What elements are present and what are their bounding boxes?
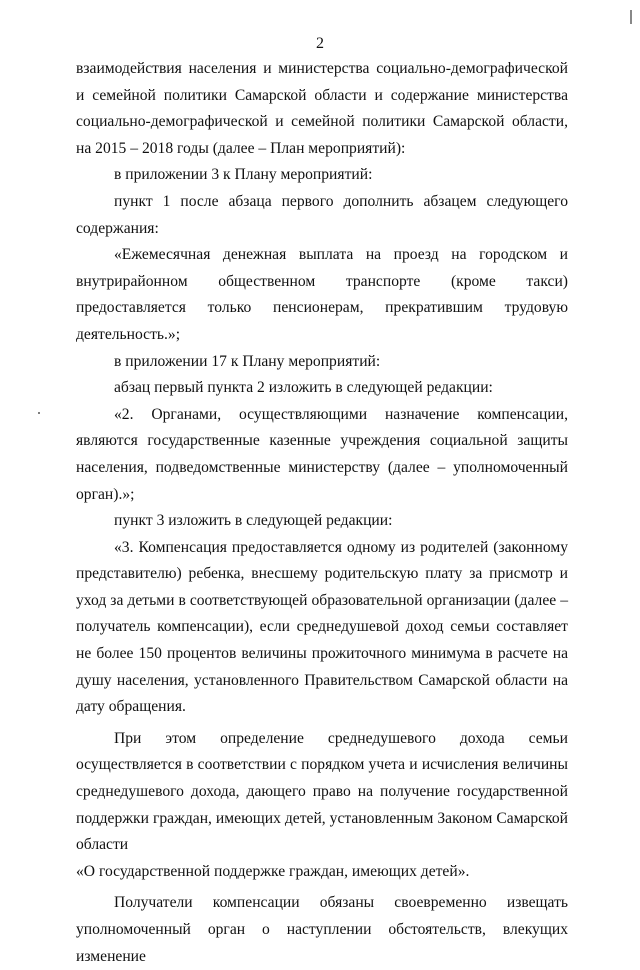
paragraph-income-body: При этом определение среднедушевого дохода семьи осуществляется в соответствии с порядком учета и исчисления величины среднедушевого дохода, дающего право на получение государственной поддержки граждан, имеющих детей, установленным Законом Самарской области (76, 729, 568, 854)
text-line: взаимодействия населения и министерства социально-демографической (76, 60, 568, 77)
text-line: «О государственной поддержке граждан, имеющих детей». (76, 862, 470, 880)
paragraph-annex-3: в приложении 3 к Плану мероприятий: (114, 166, 373, 184)
paragraph-quote-compensation: «3. Компенсация предоставляется одному из родителей (законному представителю) ребенка, внесшему родительскую плату за присмотр и уход за детьми в соответствующей образовательной организации (далее – получатель компенсации), если среднедушевой доход семьи составляет не более 150 процентов величины прожиточного минимума в расчете на душу населения, установленного Правительством Самарской области на дату обращения. (76, 538, 568, 716)
scan-speck (38, 412, 40, 414)
paragraph-recipients: Получатели компенсации обязаны своевременно извещать уполномоченный орган о наступлении обстоятельств, влекущих изменение (76, 894, 568, 965)
paragraph-income-definition (76, 726, 568, 886)
scan-edge-mark (630, 10, 632, 24)
page-number: 2 (316, 35, 324, 52)
text-line: на 2015 – 2018 годы (далее – План мероприятий): (76, 139, 406, 157)
paragraph-continuation (76, 56, 568, 162)
body-text (76, 56, 568, 970)
paragraph-quote-authorities: «2. Органами, осуществляющими назначение компенсации, являются государственные казенные учреждения социальной защиты населения, подведомственные министерству (далее – уполномоченный орган).»; (76, 405, 568, 503)
paragraph-quote-payment: «Ежемесячная денежная выплата на проезд на городском и внутрирайонном общественном транспорте (кроме такси) предоставляется только пенсионерам, прекратившим трудовую деятельность.»; (76, 246, 568, 343)
paragraph-point-1: пункт 1 после абзаца первого дополнить абзацем следующего содержания: (76, 192, 568, 237)
paragraph-point-2: абзац первый пункта 2 изложить в следующей редакции: (114, 379, 493, 397)
paragraph-point-3: пункт 3 изложить в следующей редакции: (114, 512, 393, 530)
text-line: и семейной политики Самарской области и содержание министерства (76, 86, 568, 104)
paragraph-annex-17: в приложении 17 к Плану мероприятий: (114, 352, 381, 370)
text-line: социально-демографической и семейной политики Самарской области, (76, 113, 568, 131)
